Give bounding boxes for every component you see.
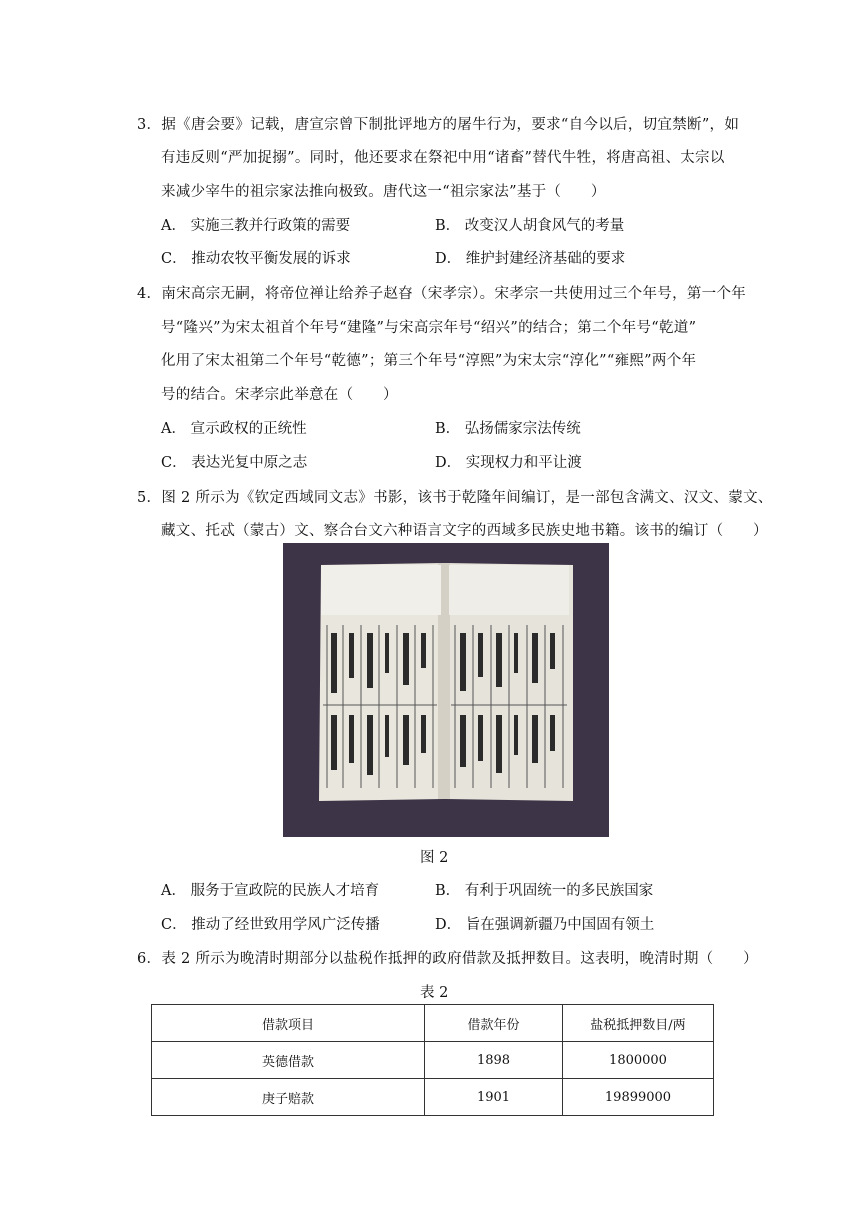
table-cell: 英德借款	[152, 1042, 425, 1079]
q5-option-a: A． 服务于宣政院的民族人才培育	[161, 883, 380, 899]
q3-option-b: B． 改变汉人胡食风气的考量	[435, 218, 625, 234]
table-header-row	[152, 1005, 714, 1042]
q5-option-b: B． 有利于巩固统一的多民族国家	[435, 883, 654, 899]
table-2-caption: 表 2	[420, 985, 449, 1001]
q3-line-2: 有违反则“严加捉搦”。同时，他还要求在祭祀中用“诸畜”替代牛牲，将唐高祖、太宗以	[161, 150, 725, 166]
q3-option-a: A． 实施三教并行政策的需要	[161, 218, 351, 234]
table-cell: 庚子赔款	[152, 1079, 425, 1116]
q6-line-1: 6．表 2 所示为晚清时期部分以盐税作抵押的政府借款及抵押数目。这表明，晚清时期（ ）	[137, 951, 758, 967]
table-cell: 1800000	[563, 1042, 714, 1079]
q4-option-d: D． 实现权力和平让渡	[435, 455, 582, 471]
open-book-illustration	[283, 543, 609, 837]
q4-option-c: C． 表达光复中原之志	[161, 455, 308, 471]
q4-line-2: 号“隆兴”为宋太祖首个年号“建隆”与宋高宗年号“绍兴”的结合；第二个年号“乾道”	[161, 320, 697, 336]
q4-option-a: A． 宣示政权的正统性	[161, 421, 307, 437]
q3-line-3: 来减少宰牛的祖宗家法推向极致。唐代这一“祖宗家法”基于（ ）	[161, 184, 606, 200]
q5-line-2: 藏文、托忒（蒙古）文、察合台文六种语言文字的西域多民族史地书籍。该书的编订（ ）	[161, 523, 768, 539]
q4-line-3: 化用了宋太祖第二个年号“乾德”；第三个年号“淳熙”为宋太宗“淳化”“雍熙”两个年	[161, 353, 697, 369]
table-header-cell: 借款项目	[152, 1005, 425, 1042]
q3-option-c: C． 推动农牧平衡发展的诉求	[161, 251, 351, 267]
table-row	[152, 1079, 714, 1116]
figure-2-caption: 图 2	[420, 850, 449, 866]
q5-option-d: D． 旨在强调新疆乃中国固有领土	[435, 917, 655, 933]
q4-line-1: 4．南宋高宗无嗣，将帝位禅让给养子赵昚（宋孝宗）。宋孝宗一共使用过三个年号，第一个年	[137, 286, 747, 302]
table-cell: 1901	[425, 1079, 563, 1116]
q4-line-4: 号的结合。宋孝宗此举意在（ ）	[161, 387, 398, 403]
table-row	[152, 1042, 714, 1079]
q3-option-d: D． 维护封建经济基础的要求	[435, 251, 626, 267]
table-header-cell: 盐税抵押数目/两	[563, 1005, 714, 1042]
q3-line-1: 3．据《唐会要》记载，唐宣宗曾下制批评地方的屠牛行为，要求“自今以后，切宜禁断”，如	[137, 117, 740, 133]
q5-line-1: 5．图 2 所示为《钦定西域同文志》书影，该书于乾隆年间编订，是一部包含满文、汉文、蒙文、	[137, 490, 773, 506]
q4-option-b: B． 弘扬儒家宗法传统	[435, 421, 581, 437]
table-cell: 19899000	[563, 1079, 714, 1116]
table-cell: 1898	[425, 1042, 563, 1079]
book-photo-figure	[283, 543, 609, 837]
q5-option-c: C． 推动了经世致用学风广泛传播	[161, 917, 380, 933]
table-header-cell: 借款年份	[425, 1005, 563, 1042]
salt-tax-loan-table	[151, 1004, 714, 1116]
